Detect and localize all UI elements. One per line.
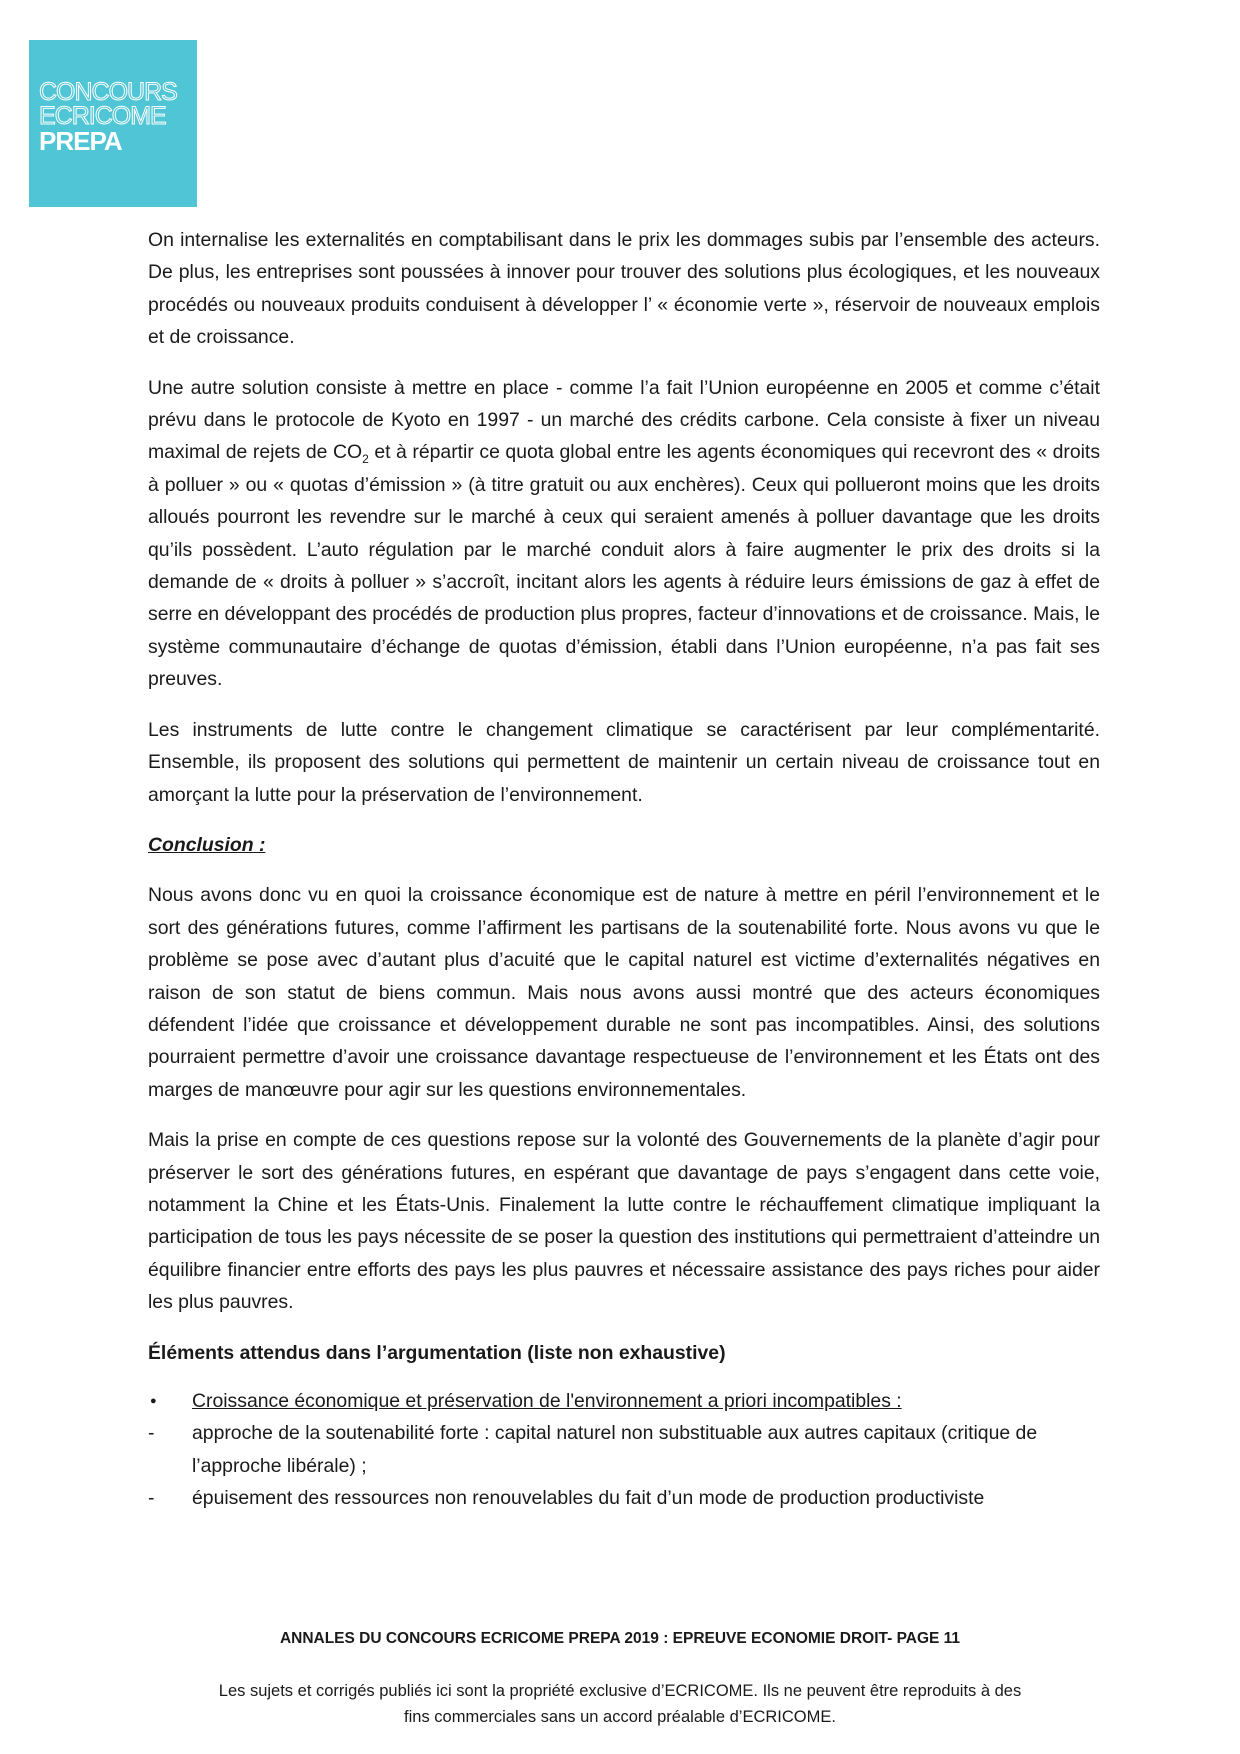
paragraph-carbon-market-part2: et à répartir ce quota global entre les agents économiques qui recevront des « droits à polluer » ou « quotas d’émission » (à titre gratuit ou aux enchères). Ceux qui pollueront moins que les droits alloués pourront les revendre sur le marché à ceux qui seraient amenés à polluer davantage que les droits qu’ils possèdent. L’auto régulation par le marché conduit alors à faire augmenter le prix des droits si la demande de « droits à polluer » s’accroît, incitant alors les agents à réduire leurs émissions de gaz à effet de serre en développant des procédés de production plus propres, facteur d’innovations et de croissance. Mais, le système communautaire d’échange de quotas d’émission, établi dans l’Union européenne, n’a pas fait ses preuves. [148, 441, 1101, 691]
paragraph-conclusion-1: Nous avons donc vu en quoi la croissance économique est de nature à mettre en péril l’environnement et le sort des générations futures, comme l’affirment les partisans de la soutenabilité forte. Nous avons vu que le problème se pose avec d’autant plus d’acuité que le capital naturel est victime d’externalités négatives en raison de son statut de biens commun. Mais nous avons aussi montré que des acteurs économiques défendent l’idée que croissance et développement durable ne sont pas incompatibles. Ainsi, des solutions pourraient permettre d’avoir une croissance davantage respectueuse de l’environnement et les États ont des marges de manœuvre pour agir sur les questions environnementales. [148, 884, 1100, 1101]
paragraph-carbon-market-part1: Une autre solution consiste à mettre en place - comme l’a fait l’Union européenne en 2005 et comme c’était prévu dans le protocole de Kyoto en 1997 - un marché des crédits carbone. Cela consiste à fixer un niveau maximal de rejets de CO [148, 376, 1100, 464]
arguments-list [148, 1385, 1100, 1515]
paragraph-instruments: Les instruments de lutte contre le changement climatique se caractérisent par leur complémentarité. Ensemble, ils proposent des solutions qui permettent de maintenir un certain niveau de croissance tout en amorçant la lutte pour la préservation de l’environnement. [148, 718, 1100, 806]
list-item [148, 1417, 1100, 1482]
footer-title: ANNALES DU CONCOURS ECRICOME PREPA 2019 : EPREUVE ECONOMIE DROIT- PAGE 11 [279, 1630, 961, 1647]
logo-line-prepa: PREPA [39, 126, 122, 156]
logo-line-ecricome: ECRICOME [39, 102, 166, 130]
footer-copyright-note [0, 1678, 1240, 1730]
dash-icon: - [148, 1487, 155, 1510]
conclusion-heading: Conclusion : [148, 833, 266, 856]
list-item-text: épuisement des ressources non renouvelables du fait d’un mode de production productiviste [192, 1487, 985, 1510]
list-item-text: Croissance économique et préservation de l'environnement a priori incompatibles : [192, 1390, 902, 1412]
co2-subscript: 2 [362, 452, 369, 467]
footer-note-line2: fins commerciales sans un accord préalable d’ECRICOME. [404, 1708, 836, 1726]
logo-line-concours: CONCOURS [39, 78, 177, 106]
paragraph-carbon-market [148, 372, 1100, 696]
elements-heading: Éléments attendus dans l’argumentation (liste non exhaustive) [148, 1341, 726, 1364]
list-item-text: approche de la soutenabilité forte : capital naturel non substituable aux autres capitaux (critique de l’approche libérale) ; [192, 1422, 1038, 1477]
document-body [148, 224, 1100, 1515]
list-item [148, 1482, 1100, 1514]
bullet-icon: ● [150, 1395, 157, 1407]
paragraph-externalities: On internalise les externalités en comptabilisant dans le prix les dommages subis par l’ensemble des acteurs. De plus, les entreprises sont poussées à innover pour trouver des solutions plus écologiques, et les nouveaux procédés ou nouveaux produits conduisent à développer l’ « économie verte », réservoir de nouveaux emplois et de croissance. [148, 229, 1100, 349]
ecricome-logo [29, 40, 197, 207]
paragraph-conclusion-2: Mais la prise en compte de ces questions repose sur la volonté des Gouvernements de la planète d’agir pour préserver le sort des générations futures, en espérant que davantage de pays s’engagent dans cette voie, notamment la Chine et les États-Unis. Finalement la lutte contre le réchauffement climatique impliquant la participation de tous les pays nécessite de se poser la question des institutions qui permettraient d’atteindre un équilibre financier entre efforts des pays les plus pauvres et nécessaire assistance des pays riches pour aider les plus pauvres. [148, 1129, 1100, 1314]
footer-note-line1: Les sujets et corrigés publiés ici sont la propriété exclusive d’ECRICOME. Ils ne peuvent être reproduits à des [218, 1682, 1022, 1700]
dash-icon: - [148, 1422, 155, 1445]
list-item [148, 1385, 1100, 1417]
